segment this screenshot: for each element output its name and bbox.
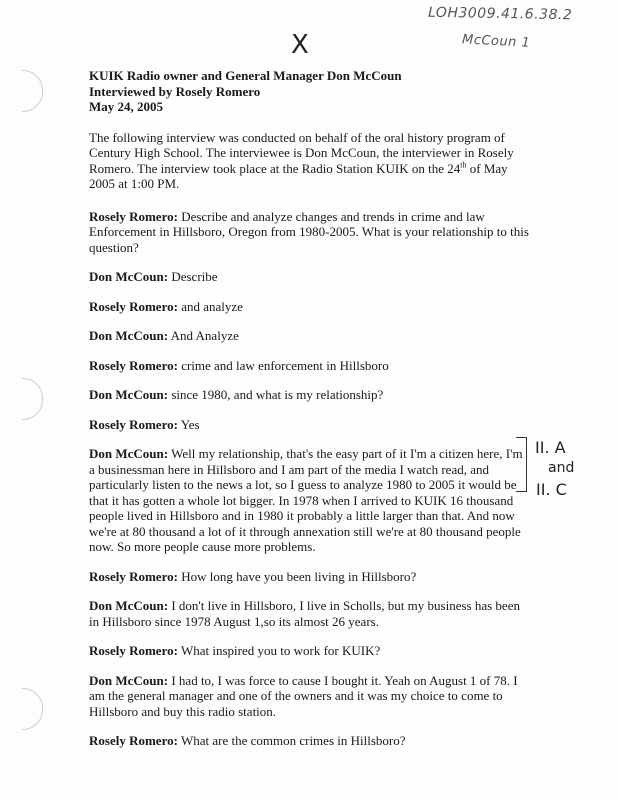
speech-text: What are the common crimes in Hillsboro?	[177, 733, 406, 748]
interview-transcript	[89, 209, 529, 749]
speech-text: since 1980, and what is my relationship?	[168, 387, 384, 402]
margin-note: II. C	[536, 480, 567, 499]
speech-text: I don't live in Hillsboro, I live in Scholls, but my business has been in Hillsboro since 1978 August 1,so its almost 26 years.	[89, 598, 520, 629]
speaker-name: Rosely Romero:	[89, 643, 178, 658]
speech-text: Yes	[177, 416, 200, 432]
exchange	[89, 328, 529, 344]
document-body	[89, 68, 529, 763]
speaker-name: Don McCoun:	[89, 387, 169, 402]
speaker-name: Don McCoun:	[89, 446, 169, 461]
exchange	[89, 417, 529, 433]
punch-hole	[22, 378, 43, 420]
speaker-name: Rosely Romero:	[89, 568, 178, 584]
intro-text-end: of May 2005 at 1:00 PM.	[89, 160, 508, 191]
heading-line: Interviewed by Rosely Romero	[89, 83, 261, 99]
document-heading	[89, 68, 529, 115]
heading-line: May 24, 2005	[89, 99, 164, 114]
speaker-name: Don McCoun:	[89, 269, 169, 284]
exchange	[89, 598, 529, 629]
exchange	[89, 358, 529, 374]
speaker-name: Rosely Romero:	[89, 416, 178, 432]
speaker-name: Don McCoun:	[89, 328, 169, 343]
punch-hole	[22, 688, 43, 730]
speaker-name: Rosely Romero:	[89, 208, 178, 224]
x-mark: X	[291, 30, 309, 60]
speaker-name: Rosely Romero:	[89, 733, 178, 748]
exchange	[89, 387, 529, 403]
accession-number: LOH3009.41.6.38.2	[427, 4, 573, 24]
speaker-name: Don McCoun:	[89, 598, 169, 613]
margin-bracket	[516, 437, 527, 492]
exchange	[89, 643, 529, 659]
intro-text: The following interview was conducted on behalf of the oral history program of Century High School. The interviewee is Don McCoun, the interviewer in Rosely Romero. The interview took place at the Radio Station KUIK on the 24	[89, 129, 514, 176]
exchange	[89, 446, 529, 555]
exchange	[89, 299, 529, 315]
speech-text: Describe and analyze changes and trends in crime and law Enforcement in Hillsboro, Oregon from 1980-2005. What is your relationship to this question?	[89, 208, 529, 255]
speech-text: What inspired you to work for KUIK?	[177, 643, 381, 658]
exchange	[89, 673, 529, 720]
heading-line: KUIK Radio owner and General Manager Don McCoun	[89, 68, 402, 83]
exchange	[89, 733, 529, 749]
exchange	[89, 569, 529, 585]
speech-text: And Analyze	[168, 328, 239, 343]
speaker-name: Don McCoun:	[89, 672, 169, 688]
speech-text: and analyze	[177, 298, 243, 314]
exchange	[89, 209, 529, 256]
speaker-name: Rosely Romero:	[89, 298, 178, 314]
speech-text: I had to, I was force to cause I bought it. Yeah on August 1 of 78. I am the general manager and one of the owners and it was my choice to come to Hillsboro and buy this radio station.	[89, 672, 518, 719]
speech-text: Well my relationship, that's the easy part of it I'm a citizen here, I'm a businessman here in Hillsboro and I am part of the media I watch read, and particularly listen to the news a lot, so I guess to analyze 1980 to 2005 it would be that it has gotten a whole lot bigger. In 1978 when I arrived to KUIK 16 thousand people lived in Hillsboro and in 1980 it probably a little larger than that. And now we're at 80 thousand a lot of it through annexation still we're at 80 thousand people now. So more people cause more problems.	[89, 446, 523, 554]
exchange	[89, 269, 529, 285]
intro-superscript: th	[460, 160, 467, 170]
speech-text: How long have you been living in Hillsboro?	[177, 568, 417, 584]
handwritten-name: McCoun 1	[461, 32, 531, 51]
margin-note: and	[548, 460, 575, 476]
speech-text: Describe	[168, 269, 218, 284]
punch-hole	[22, 70, 43, 112]
speech-text: crime and law enforcement in Hillsboro	[177, 357, 389, 373]
intro-paragraph	[89, 130, 529, 192]
margin-note: II. A	[535, 438, 566, 457]
speaker-name: Rosely Romero:	[89, 357, 178, 373]
